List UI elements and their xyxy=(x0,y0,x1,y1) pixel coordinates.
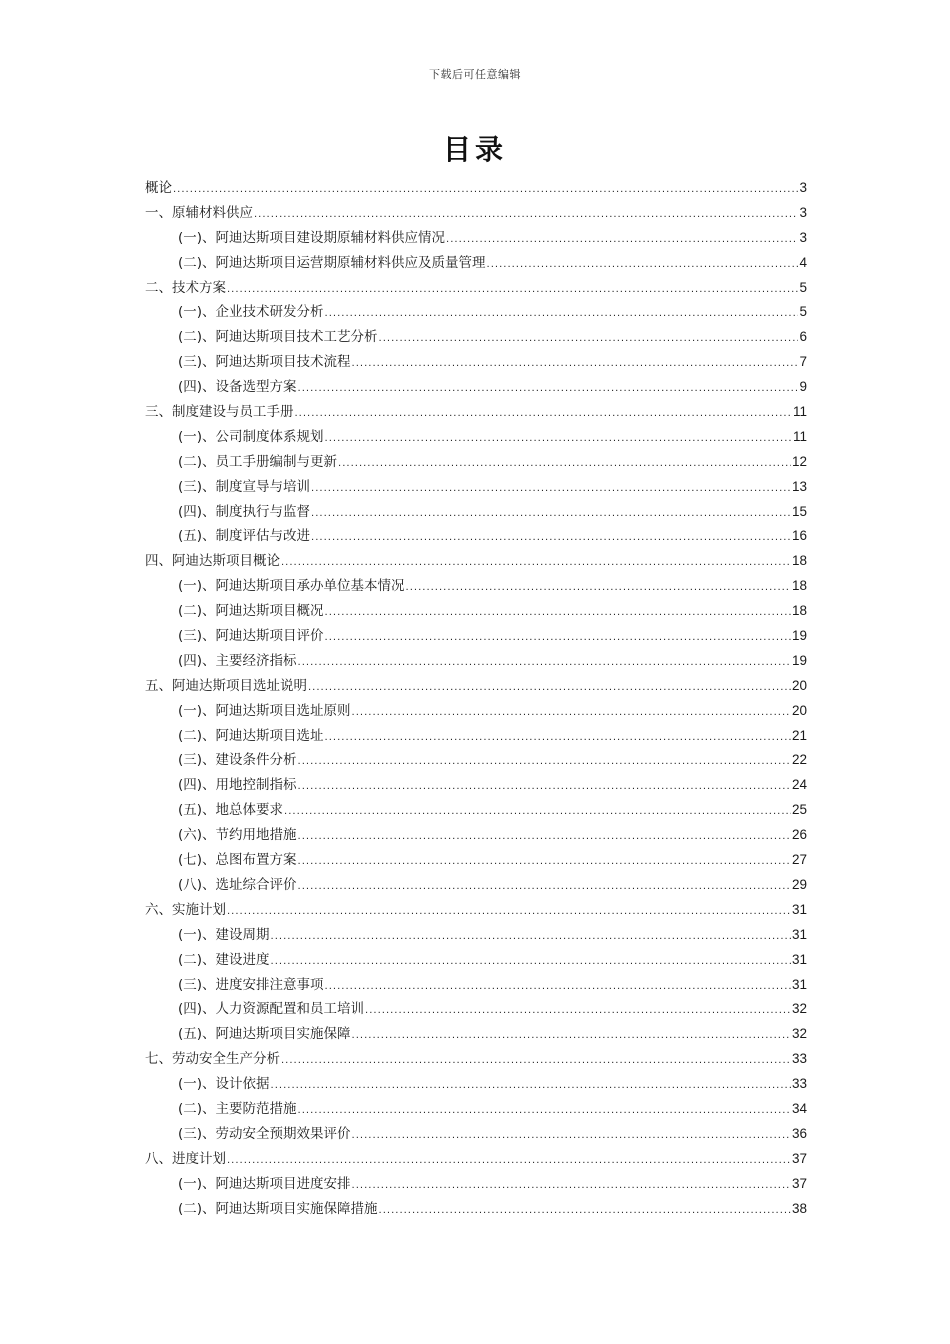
toc-dot-leader xyxy=(311,502,791,527)
toc-page-number: 31 xyxy=(791,951,807,967)
toc-dot-leader xyxy=(325,601,791,626)
toc-subentry[interactable] xyxy=(145,524,807,549)
toc-page-number: 36 xyxy=(791,1125,807,1141)
toc-subentry[interactable] xyxy=(145,1072,807,1097)
toc-subentry[interactable] xyxy=(145,350,807,375)
toc-dot-leader xyxy=(352,1024,791,1049)
toc-subentry[interactable] xyxy=(145,923,807,948)
toc-entry-label: (一)、设计依据 xyxy=(178,1076,270,1093)
toc-dot-leader xyxy=(298,1099,791,1124)
toc-entry-label: 五、阿迪达斯项目选址说明 xyxy=(145,677,307,694)
toc-subentry[interactable] xyxy=(145,251,807,276)
toc-subentry[interactable] xyxy=(145,1022,807,1047)
toc-entry-label: (二)、阿迪达斯项目选址 xyxy=(178,727,324,744)
toc-entry-label: (二)、阿迪达斯项目运营期原辅材料供应及质量管理 xyxy=(178,254,486,271)
toc-subentry[interactable] xyxy=(145,226,807,251)
toc-dot-leader xyxy=(298,651,791,676)
toc-page-number: 22 xyxy=(791,752,807,768)
toc-page-number: 25 xyxy=(791,802,807,818)
toc-page-number: 27 xyxy=(791,852,807,868)
toc-subentry[interactable] xyxy=(145,475,807,500)
header-note: 下载后可任意编辑 xyxy=(429,68,521,81)
toc-entry[interactable] xyxy=(145,549,807,574)
toc-dot-leader xyxy=(227,278,798,303)
toc-subentry[interactable] xyxy=(145,425,807,450)
toc-dot-leader xyxy=(338,452,791,477)
toc-page-number: 21 xyxy=(791,727,807,743)
toc-subentry[interactable] xyxy=(145,823,807,848)
toc-page-number: 20 xyxy=(791,702,807,718)
toc-entry-label: (一)、建设周期 xyxy=(178,926,270,943)
toc-dot-leader xyxy=(298,775,791,800)
toc-dot-leader xyxy=(227,1149,791,1174)
toc-page-number: 24 xyxy=(791,777,807,793)
toc-page-number: 3 xyxy=(799,229,807,245)
toc-page-number: 16 xyxy=(791,528,807,544)
toc-dot-leader xyxy=(325,626,791,651)
toc-subentry[interactable] xyxy=(145,948,807,973)
toc-dot-leader xyxy=(406,576,791,601)
toc-entry[interactable] xyxy=(145,898,807,923)
toc-subentry[interactable] xyxy=(145,798,807,823)
toc-page-number: 18 xyxy=(791,578,807,594)
toc-dot-leader xyxy=(271,1074,791,1099)
toc-entry-label: (二)、阿迪达斯项目技术工艺分析 xyxy=(178,329,378,346)
toc-page-number: 32 xyxy=(791,1026,807,1042)
toc-entry[interactable] xyxy=(145,400,807,425)
toc-dot-leader xyxy=(379,1199,791,1224)
toc-dot-leader xyxy=(325,427,792,452)
toc-page-number: 26 xyxy=(791,827,807,843)
toc-entry-label: 七、劳动安全生产分析 xyxy=(145,1051,280,1068)
toc-dot-leader xyxy=(298,850,791,875)
toc-entry-label: (二)、主要防范措施 xyxy=(178,1100,297,1117)
toc-entry-label: (二)、阿迪达斯项目实施保障措施 xyxy=(178,1200,378,1217)
toc-dot-leader xyxy=(325,302,799,327)
toc-entry-label: (七)、总图布置方案 xyxy=(178,852,297,869)
toc-dot-leader xyxy=(298,750,791,775)
toc-entry-label: 概论 xyxy=(145,180,172,196)
toc-entry-label: (三)、制度宣导与培训 xyxy=(178,478,311,495)
toc-dot-leader xyxy=(298,825,791,850)
toc-subentry[interactable] xyxy=(145,1197,807,1222)
toc-page-number: 9 xyxy=(799,379,807,395)
toc-dot-leader xyxy=(352,352,799,377)
toc-page-number: 5 xyxy=(799,304,807,320)
toc-page-number: 3 xyxy=(799,204,807,220)
toc-page-number: 32 xyxy=(791,1001,807,1017)
toc-page-number: 11 xyxy=(792,428,807,444)
toc-page-number: 18 xyxy=(791,553,807,569)
toc-dot-leader xyxy=(271,950,791,975)
page-title: 目录 xyxy=(442,133,507,166)
toc-subentry[interactable] xyxy=(145,724,807,749)
toc-dot-leader xyxy=(352,701,791,726)
toc-page-number: 37 xyxy=(791,1175,807,1191)
toc-dot-leader xyxy=(298,377,799,402)
toc-entry[interactable] xyxy=(145,674,807,699)
toc-page-number: 19 xyxy=(791,628,807,644)
toc-entry-label: (四)、用地控制指标 xyxy=(178,777,297,794)
toc-entry-label: (四)、制度执行与监督 xyxy=(178,503,311,520)
toc-entry-label: (二)、阿迪达斯项目概况 xyxy=(178,603,324,620)
toc-subentry[interactable] xyxy=(145,325,807,350)
toc-dot-leader xyxy=(352,1124,791,1149)
toc-entry-label: (八)、选址综合评价 xyxy=(178,876,297,893)
toc-dot-leader xyxy=(311,477,791,502)
toc-entry-label: (一)、阿迪达斯项目进度安排 xyxy=(178,1175,351,1192)
toc-page-number: 15 xyxy=(791,503,807,519)
toc-dot-leader xyxy=(227,900,791,925)
toc-page-number: 31 xyxy=(791,901,807,917)
toc-entry-label: (五)、制度评估与改进 xyxy=(178,528,311,545)
toc-page-number: 19 xyxy=(791,652,807,668)
toc-entry-label: (四)、设备选型方案 xyxy=(178,379,297,396)
toc-entry-label: (三)、劳动安全预期效果评价 xyxy=(178,1125,351,1142)
toc-page-number: 34 xyxy=(791,1100,807,1116)
toc-dot-leader xyxy=(254,203,798,228)
toc-dot-leader xyxy=(173,178,798,203)
toc-dot-leader xyxy=(284,800,791,825)
toc-entry[interactable] xyxy=(145,176,807,201)
toc-page-number: 31 xyxy=(791,926,807,942)
toc-entry-label: 一、原辅材料供应 xyxy=(145,204,253,221)
toc-page-number: 12 xyxy=(791,453,807,469)
toc-dot-leader xyxy=(352,1174,791,1199)
toc-entry-label: 四、阿迪达斯项目概论 xyxy=(145,553,280,570)
toc-entry[interactable] xyxy=(145,201,807,226)
toc-entry[interactable] xyxy=(145,276,807,301)
toc-page-number: 33 xyxy=(791,1076,807,1092)
toc-dot-leader xyxy=(446,228,798,253)
toc-page-number: 37 xyxy=(791,1150,807,1166)
toc-entry-label: (一)、公司制度体系规划 xyxy=(178,428,324,445)
toc-dot-leader xyxy=(325,726,791,751)
toc-subentry[interactable] xyxy=(145,848,807,873)
toc-entry[interactable] xyxy=(145,1047,807,1072)
toc-page-number: 33 xyxy=(791,1051,807,1067)
toc-entry-label: (四)、主要经济指标 xyxy=(178,652,297,669)
toc-page-number: 29 xyxy=(791,876,807,892)
toc-subentry[interactable] xyxy=(145,624,807,649)
toc-entry-label: (二)、建设进度 xyxy=(178,951,270,968)
toc-entry-label: (三)、阿迪达斯项目评价 xyxy=(178,628,324,645)
toc-page-number: 20 xyxy=(791,677,807,693)
toc-dot-leader xyxy=(295,402,792,427)
toc-subentry[interactable] xyxy=(145,748,807,773)
toc-subentry[interactable] xyxy=(145,649,807,674)
toc-entry-label: (三)、进度安排注意事项 xyxy=(178,976,324,993)
toc-entry-label: 三、制度建设与员工手册 xyxy=(145,404,294,421)
toc-page-number: 38 xyxy=(791,1200,807,1216)
toc-page-number: 13 xyxy=(791,478,807,494)
toc-list xyxy=(145,176,807,1221)
toc-page-number: 4 xyxy=(799,254,807,270)
toc-page-number: 5 xyxy=(799,279,807,295)
toc-page-number: 3 xyxy=(799,180,807,195)
toc-entry-label: (四)、人力资源配置和员工培训 xyxy=(178,1001,365,1018)
toc-entry-label: 八、进度计划 xyxy=(145,1150,226,1167)
toc-entry-label: (五)、地总体要求 xyxy=(178,802,284,819)
toc-dot-leader xyxy=(325,975,791,1000)
toc-subentry[interactable] xyxy=(145,375,807,400)
toc-entry-label: 六、实施计划 xyxy=(145,901,226,918)
toc-dot-leader xyxy=(308,676,791,701)
toc-page-number: 7 xyxy=(799,354,807,370)
toc-subentry[interactable] xyxy=(145,450,807,475)
toc-entry-label: (一)、阿迪达斯项目选址原则 xyxy=(178,702,351,719)
toc-page-number: 11 xyxy=(792,404,807,420)
toc-dot-leader xyxy=(311,526,791,551)
toc-subentry[interactable] xyxy=(145,1172,807,1197)
toc-dot-leader xyxy=(487,253,799,278)
toc-subentry[interactable] xyxy=(145,773,807,798)
toc-page-number: 31 xyxy=(791,976,807,992)
toc-entry-label: (三)、建设条件分析 xyxy=(178,752,297,769)
toc-subentry[interactable] xyxy=(145,973,807,998)
toc-entry-label: (二)、员工手册编制与更新 xyxy=(178,453,338,470)
toc-subentry[interactable] xyxy=(145,699,807,724)
toc-subentry[interactable] xyxy=(145,500,807,525)
toc-page-number: 6 xyxy=(799,329,807,345)
toc-entry-label: (一)、企业技术研发分析 xyxy=(178,304,324,321)
toc-subentry[interactable] xyxy=(145,997,807,1022)
toc-subentry[interactable] xyxy=(145,1122,807,1147)
toc-entry-label: (三)、阿迪达斯项目技术流程 xyxy=(178,354,351,371)
toc-page-number: 18 xyxy=(791,603,807,619)
toc-entry[interactable] xyxy=(145,1147,807,1172)
toc-entry-label: 二、技术方案 xyxy=(145,279,226,296)
toc-subentry[interactable] xyxy=(145,873,807,898)
toc-entry-label: (六)、节约用地措施 xyxy=(178,827,297,844)
toc-dot-leader xyxy=(281,551,791,576)
toc-dot-leader xyxy=(271,925,791,950)
toc-subentry[interactable] xyxy=(145,599,807,624)
toc-dot-leader xyxy=(365,999,791,1024)
toc-entry-label: (一)、阿迪达斯项目承办单位基本情况 xyxy=(178,578,405,595)
toc-subentry[interactable] xyxy=(145,1097,807,1122)
toc-entry-label: (一)、阿迪达斯项目建设期原辅材料供应情况 xyxy=(178,229,446,246)
toc-subentry[interactable] xyxy=(145,300,807,325)
toc-dot-leader xyxy=(379,327,799,352)
toc-subentry[interactable] xyxy=(145,574,807,599)
toc-dot-leader xyxy=(281,1049,791,1074)
toc-dot-leader xyxy=(298,875,791,900)
toc-entry-label: (五)、阿迪达斯项目实施保障 xyxy=(178,1026,351,1043)
